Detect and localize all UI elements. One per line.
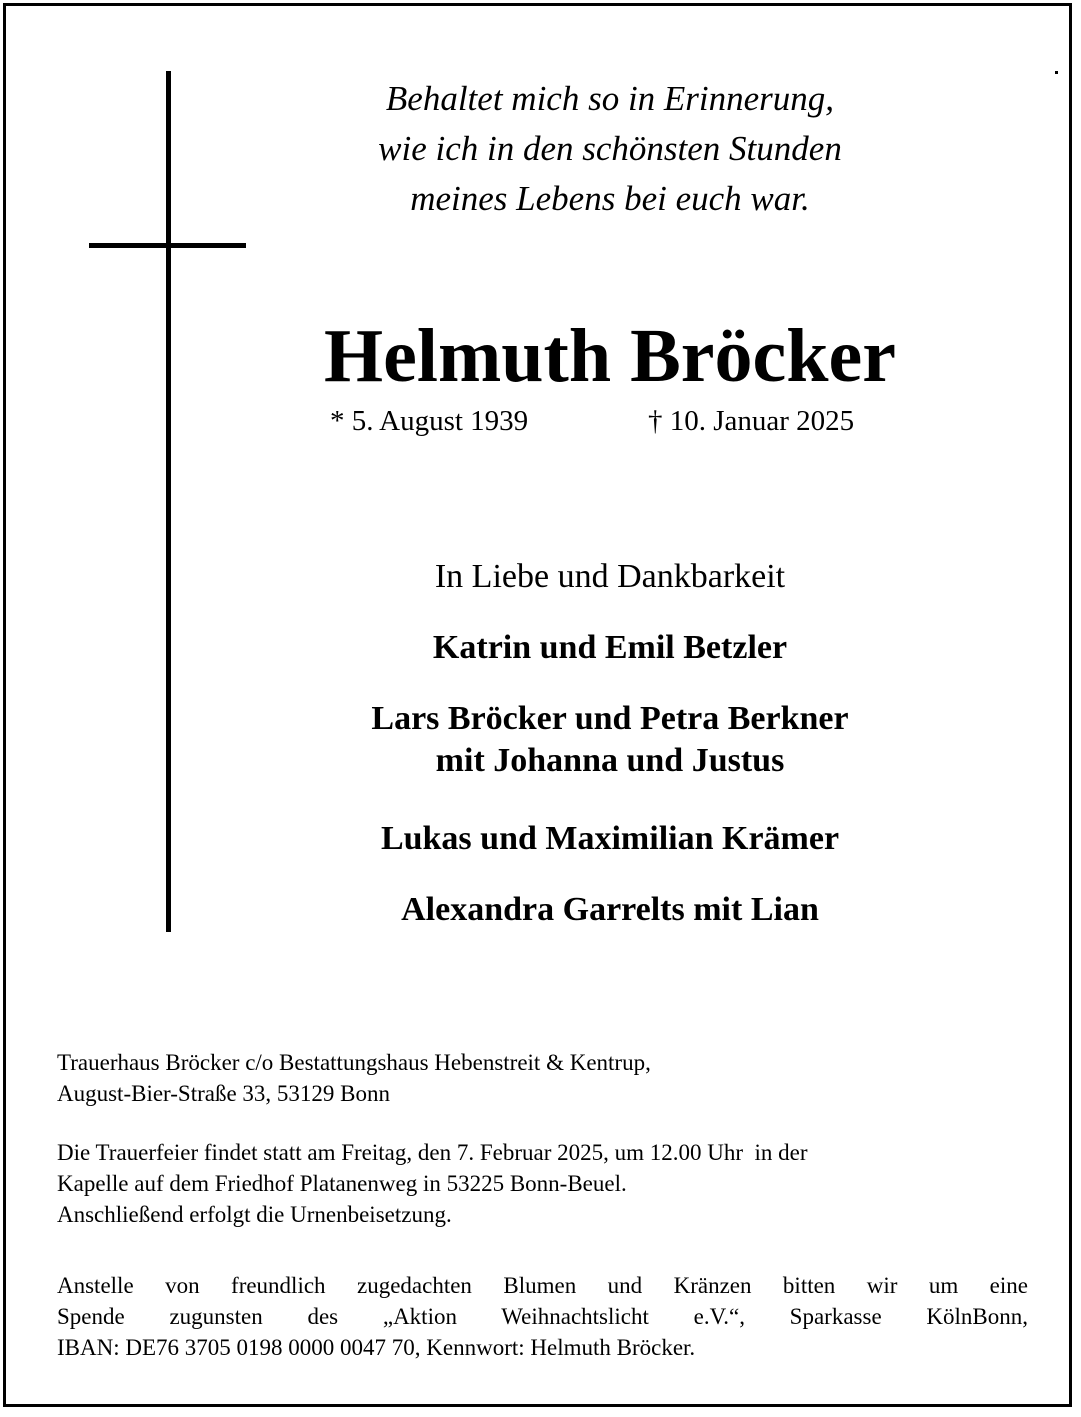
donation-request xyxy=(57,1270,1028,1363)
birth-date: * 5. August 1939 xyxy=(330,405,529,437)
cross-horizontal-bar xyxy=(89,243,246,248)
mourner-name: Alexandra Garrelts mit Lian xyxy=(401,891,819,928)
address-line: August-Bier-Straße 33, 53129 Bonn xyxy=(57,1081,391,1106)
service-line: Anschließend erfolgt die Urnenbeisetzung. xyxy=(57,1202,452,1227)
deceased-name: Helmuth Bröcker xyxy=(323,314,896,398)
mourner-name: Lukas und Maximilian Krämer xyxy=(380,820,840,857)
funeral-home-address xyxy=(57,1047,1028,1109)
speck-mark xyxy=(1055,71,1058,74)
address-line: Trauerhaus Bröcker c/o Bestattungshaus Hebenstreit & Kentrup, xyxy=(57,1050,651,1075)
donation-line: IBAN: DE76 3705 0198 0000 0047 70, Kennwort: Helmuth Bröcker. xyxy=(57,1335,696,1360)
mourner-name: Lars Bröcker und Petra Berkner xyxy=(371,700,849,737)
service-line: Kapelle auf dem Friedhof Platanenweg in 53225 Bonn-Beuel. xyxy=(57,1171,627,1196)
memorial-quote xyxy=(305,74,915,224)
mourner-name: mit Johanna und Justus xyxy=(435,742,785,779)
donation-line: Spende zugunsten des „Aktion Weihnachtslicht e.V.“, Sparkasse KölnBonn, xyxy=(57,1304,1028,1329)
quote-line: wie ich in den schönsten Stunden xyxy=(378,129,842,168)
quote-line: Behaltet mich so in Erinnerung, xyxy=(385,79,835,118)
mourner-name: Katrin und Emil Betzler xyxy=(432,629,788,666)
mourners-intro: In Liebe und Dankbarkeit xyxy=(434,558,786,595)
service-details xyxy=(57,1137,1028,1230)
mourner-name-group xyxy=(305,698,915,782)
cross-vertical-bar xyxy=(166,71,171,932)
death-date: † 10. Januar 2025 xyxy=(648,405,855,437)
service-line: Die Trauerfeier findet statt am Freitag, den 7. Februar 2025, um 12.00 Uhr in der xyxy=(57,1140,808,1165)
quote-line: meines Lebens bei euch war. xyxy=(410,179,810,218)
donation-line: Anstelle von freundlich zugedachten Blumen und Kränzen bitten wir um eine xyxy=(57,1273,1028,1298)
